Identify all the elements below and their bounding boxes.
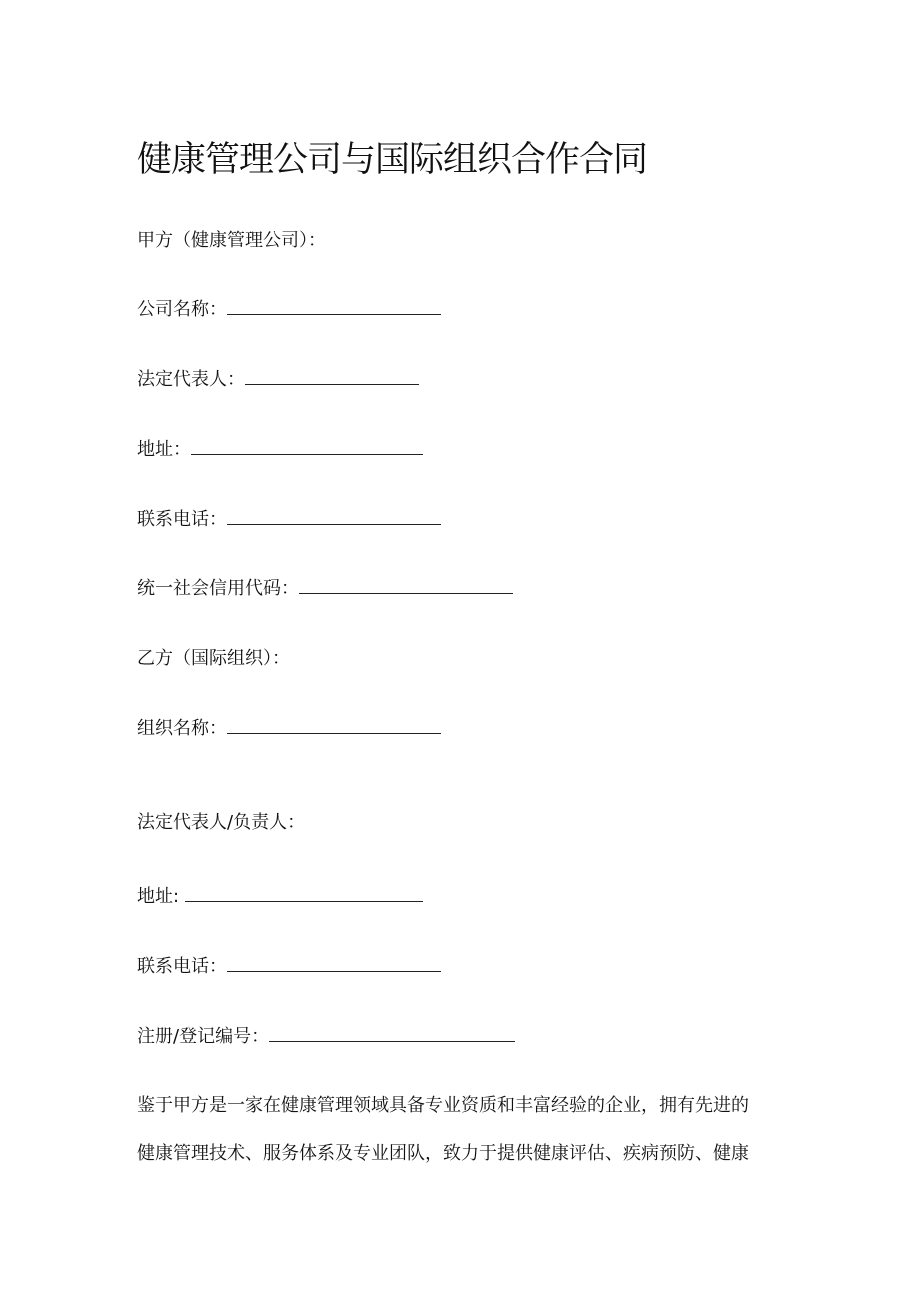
party-b-address-row (137, 885, 423, 909)
party-a-company-name-row (137, 298, 441, 322)
party-b-org-name-label: 组织名称： (137, 718, 227, 739)
party-b-legal-rep-row (137, 811, 305, 835)
party-a-credit-code-blank[interactable] (299, 577, 513, 594)
party-a-legal-rep-label: 法定代表人： (137, 369, 245, 390)
party-b-address-blank[interactable] (185, 885, 423, 902)
party-a-address-label: 地址： (137, 439, 191, 460)
party-b-org-name-row (137, 717, 441, 741)
party-a-heading-text: 甲方（健康管理公司）： (137, 230, 326, 251)
party-a-legal-rep-blank[interactable] (245, 368, 419, 385)
party-a-phone-label: 联系电话： (137, 509, 227, 530)
party-b-phone-blank[interactable] (227, 955, 441, 972)
preamble-line: 鉴于甲方是一家在健康管理领域具备专业资质和丰富经验的企业，拥有先进的 (137, 1095, 749, 1116)
party-b-heading (137, 647, 290, 671)
party-b-address-label: 地址: (137, 886, 180, 907)
party-a-heading (137, 229, 326, 253)
party-a-company-name-label: 公司名称： (137, 299, 227, 320)
preamble-line: 健康管理技术、服务体系及专业团队，致力于提供健康评估、疾病预防、健康 (137, 1143, 749, 1164)
party-a-address-row (137, 438, 423, 462)
party-b-org-name-blank[interactable] (227, 717, 441, 734)
party-a-phone-row (137, 508, 441, 532)
party-b-legal-rep-label: 法定代表人/负责人： (137, 812, 306, 833)
party-a-company-name-blank[interactable] (227, 298, 441, 315)
party-a-address-blank[interactable] (191, 438, 423, 455)
party-b-phone-row (137, 955, 441, 979)
party-a-legal-rep-row (137, 368, 419, 392)
party-b-registration-label: 注册/登记编号： (137, 1026, 270, 1047)
party-a-credit-code-label: 统一社会信用代码： (137, 578, 299, 599)
party-a-credit-code-row (137, 577, 513, 601)
party-b-heading-text: 乙方（国际组织）： (137, 648, 290, 669)
party-b-phone-label: 联系电话： (137, 956, 227, 977)
party-b-registration-row (137, 1025, 515, 1049)
party-a-phone-blank[interactable] (227, 508, 441, 525)
preamble-paragraph (137, 1094, 777, 1194)
party-b-registration-blank[interactable] (269, 1025, 515, 1042)
document-title: 健康管理公司与国际组织合作合同 (137, 140, 648, 180)
